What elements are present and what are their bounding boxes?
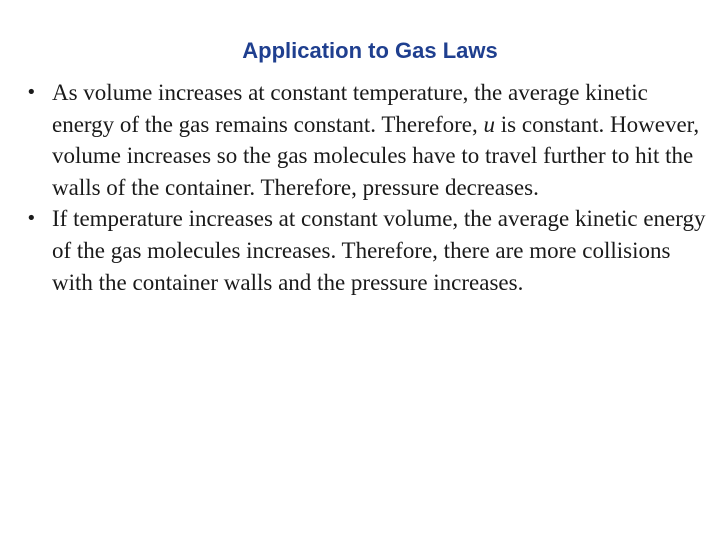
bullet-text: [52, 77, 706, 203]
slide-title: Application to Gas Laws: [242, 38, 498, 63]
bullet-text-part: is constant. However, volume increases so the gas molecules have to travel further to hit the walls of the container. Therefore, pressure decreases.: [52, 111, 700, 200]
bullet-text-part: If temperature increases at constant volume, the average kinetic energy of the gas molecules increases. Therefore, there are more collisions with the container walls and the pressure increases.: [52, 206, 706, 295]
bullet-italic-symbol: u: [483, 111, 496, 137]
bullet-item-temperature: [26, 203, 706, 298]
bullet-text: [52, 203, 706, 298]
bullet-marker: •: [26, 208, 37, 230]
bullet-text-part: As volume increases at constant temperature, the average kinetic energy of the gas remains constant. Therefore,: [52, 80, 648, 137]
bullet-marker: •: [26, 82, 37, 103]
bullet-item-volume: [26, 77, 706, 203]
bullet-list: [26, 77, 706, 298]
